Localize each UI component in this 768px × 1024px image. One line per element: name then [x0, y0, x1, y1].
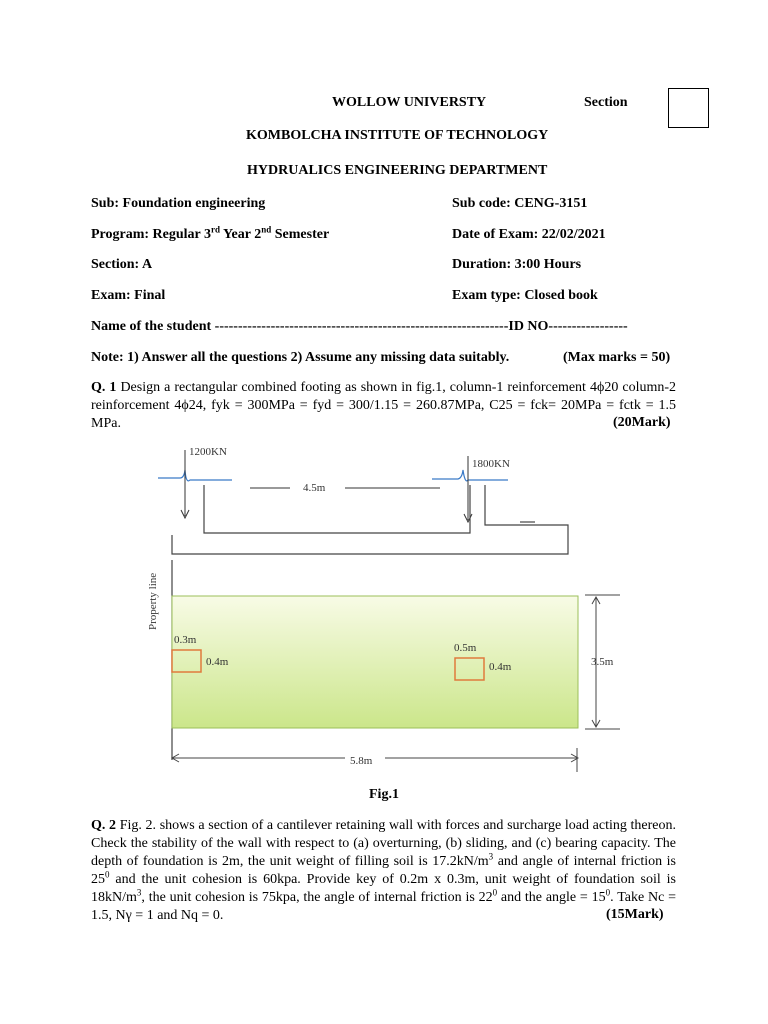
department-name: HYDRUALICS ENGINEERING DEPARTMENT: [247, 163, 548, 178]
q2-marks: (15Mark): [606, 907, 664, 922]
duration: Duration: 3:00 Hours: [452, 257, 582, 272]
column-1-stub: [204, 485, 470, 533]
footing-elevation: [172, 485, 568, 554]
note: Note: 1) Answer all the questions 2) Assume any missing data suitably.: [91, 350, 510, 365]
section: Section: A: [91, 257, 153, 272]
spacing-label: 4.5m: [303, 482, 326, 494]
col2-height-label: 0.4m: [489, 661, 512, 673]
student-line: Name of the student ---------------------------------------------------------------ID NO-----------------: [91, 319, 628, 334]
footing-plan: [172, 596, 578, 728]
exam-type: Exam type: Closed book: [452, 288, 598, 303]
length-dimension-label: 5.8m: [350, 755, 373, 767]
q1-marks: (20Mark): [613, 415, 671, 430]
section-label: Section: [584, 95, 628, 110]
max-marks: (Max marks = 50): [563, 350, 671, 365]
load-2-label: 1800KN: [472, 458, 510, 470]
figure-1-caption: Fig.1: [369, 787, 399, 802]
question-2: Q. 2 Fig. 2. shows a section of a cantilever retaining wall with forces and surcharge load acting thereon. Check the stability of the wall with respect to (a) overturning, (b) sliding, and (c) bearing capacity. The depth of foundation is 2m, the unit weight of filling soil is $17.2kN/m^3$ and angle of internal friction is $25^0$ and the unit cohesion is 60kpa. Provide key of 0.2m x 0.3m, unit weight of foundation soil is $18kN/m^3$, the unit cohesion is 75kpa, the angle of internal friction is $22^0$ and the angle = $15^0$. Take Nc = 1.5, Nγ = 1 and Nq = 0.: [91, 818, 677, 923]
subject-code: Sub code: CENG-3151: [452, 196, 588, 211]
col2-width-label: 0.5m: [454, 642, 477, 654]
exam-kind: Exam: Final: [91, 288, 166, 303]
institute-name: KOMBOLCHA INSTITUTE OF TECHNOLOGY: [246, 128, 549, 143]
property-line-label: Property line: [147, 572, 159, 630]
university-name: WOLLOW UNIVERSTY: [332, 95, 487, 110]
question-1: Q. 1 Design a rectangular combined footing as shown in fig.1, column-1 reinforcement 4ϕ20 column-2 reinforcement 4ϕ24, fyk = 300MPa = fyd = 300/1.15 = 260.87MPa, C25 = fck= 20MPa = fctk = 1.5 MPa.: [91, 380, 677, 431]
exam-date: Date of Exam: 22/02/2021: [452, 227, 606, 242]
program: Program: Regular 3rd Year 2nd Semester: [91, 224, 330, 242]
subject: Sub: Foundation engineering: [91, 196, 266, 211]
load-1-label: 1200KN: [189, 446, 227, 458]
col1-height-label: 0.4m: [206, 656, 229, 668]
figure-1-diagram: [140, 440, 630, 780]
col1-width-label: 0.3m: [174, 634, 197, 646]
section-box: [668, 88, 709, 128]
load-1-wave: [158, 470, 232, 481]
load-2-wave: [432, 470, 508, 481]
width-dimension-label: 3.5m: [591, 656, 614, 668]
